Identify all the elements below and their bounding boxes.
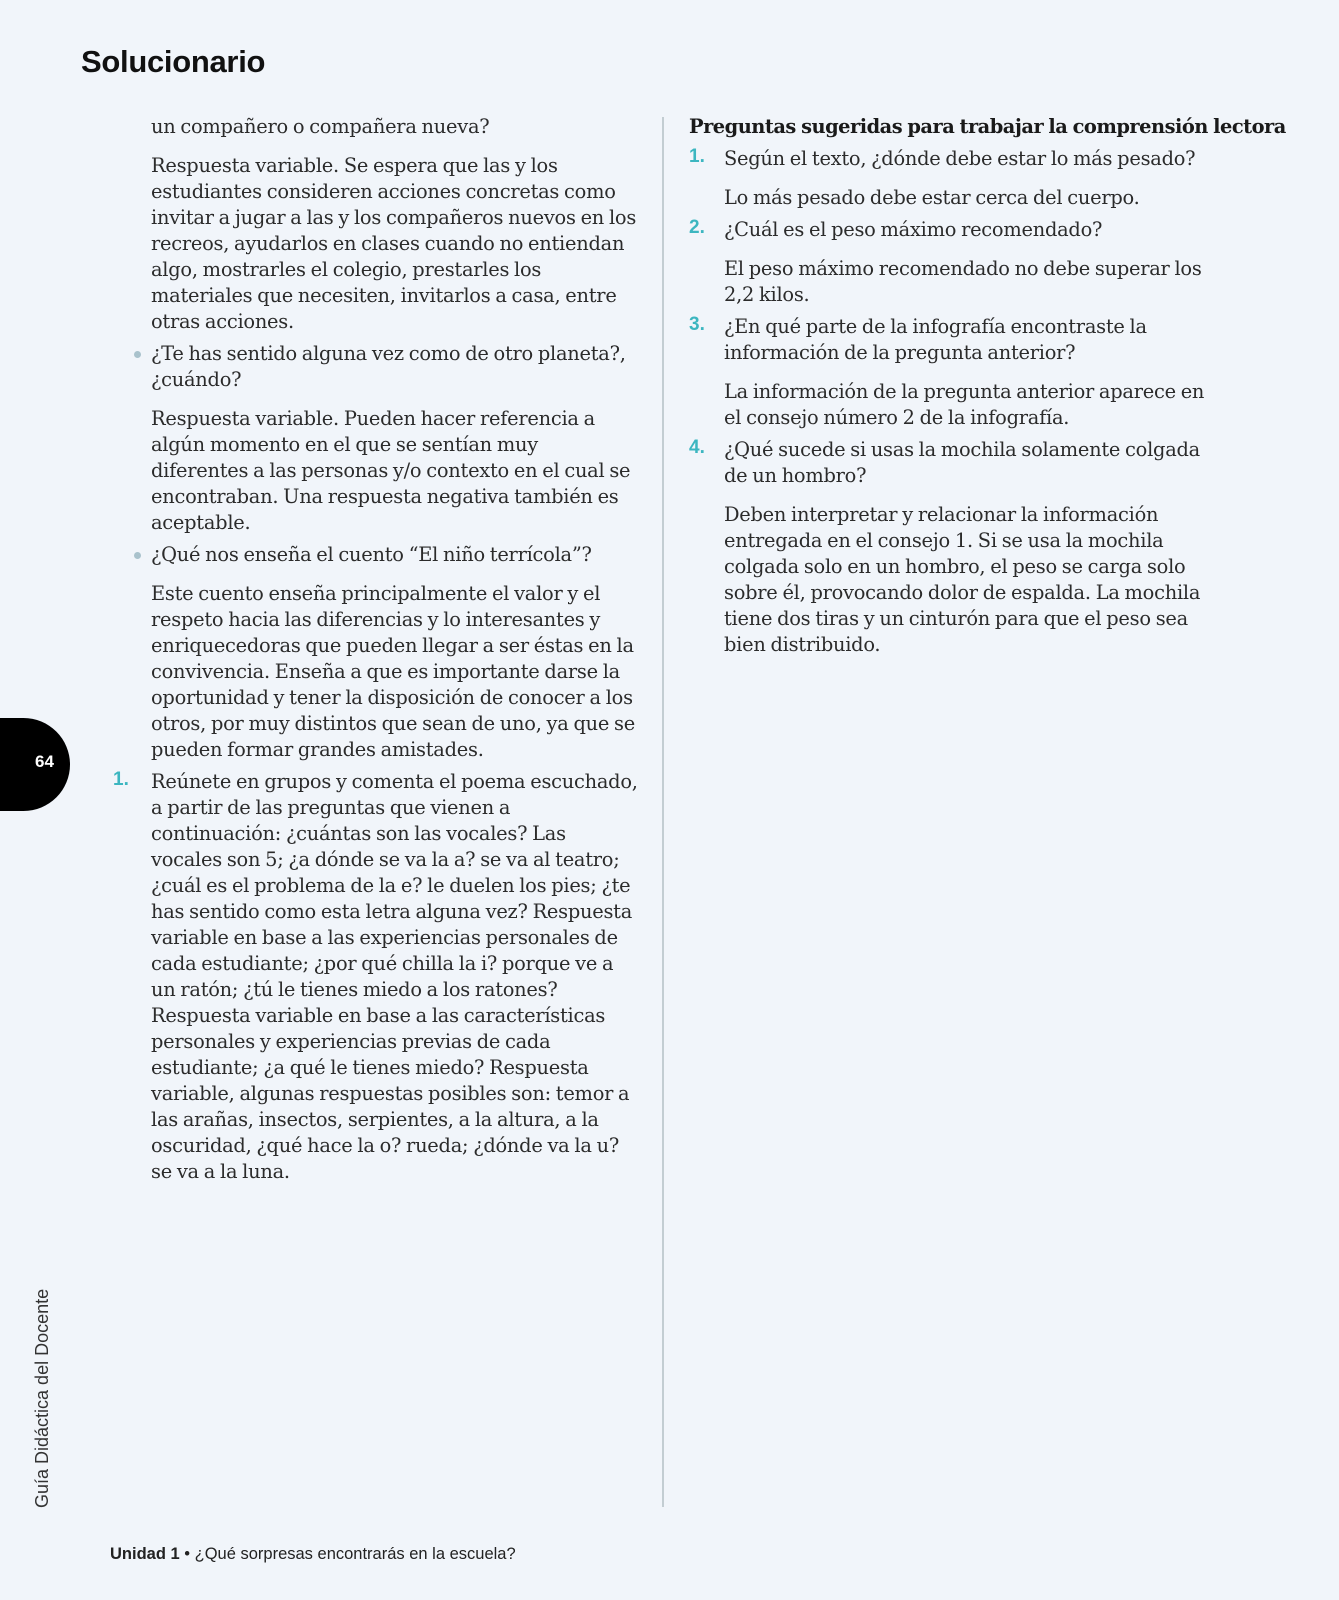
item-number: 2. [689,217,705,238]
item-number: 1. [689,146,705,167]
numbered-item [113,769,640,1185]
item-number: 3. [689,314,705,335]
column-divider [662,117,664,1507]
answer-text: La información de la pregunta anterior aparece en el consejo número 2 de la infografía. [724,380,1205,429]
bullet-question: ¿Te has sentido alguna vez como de otro planeta?, ¿cuándo? [151,342,626,391]
question-item [689,146,1214,172]
item-number: 4. [689,437,705,458]
right-column [689,114,1286,658]
paragraph: un compañero o compañera nueva? [151,115,490,138]
question-item [689,314,1214,366]
footer-unit: Unidad 1 [110,1545,180,1563]
left-column [113,114,640,1185]
question-text: ¿En qué parte de la infografía encontraste la información de la pregunta anterior? [724,315,1147,364]
section-heading: Preguntas sugeridas para trabajar la comprensión lectora [689,115,1286,138]
page-number: 64 [35,752,54,771]
answer-paragraph: Respuesta variable. Se espera que las y los estudiantes consideren acciones concretas como invitar a jugar a las y los compañeros nuevos en los recreos, ayudarlos en clases cuando no entiendan algo, mostrarles el colegio, prestarles los materiales que necesiten, invitarlos a casa, entre otras acciones. [151,154,637,333]
answer-paragraph: Respuesta variable. Pueden hacer referencia a algún momento en el que se sentían muy diferentes a las personas y/o contexto en el cual se encontraban. Una respuesta negativa también es aceptable. [151,407,631,534]
bullet-dot-icon [134,552,141,559]
answer-text: Lo más pesado debe estar cerca del cuerpo. [724,186,1140,209]
bullet-question: ¿Qué nos enseña el cuento “El niño terrícola”? [151,543,592,566]
bullet-item [113,341,640,393]
page-title: Solucionario [81,44,266,79]
answer-text: El peso máximo recomendado no debe superar los 2,2 kilos. [724,257,1202,306]
question-item [689,217,1214,243]
question-text: Según el texto, ¿dónde debe estar lo más pesado? [724,147,1196,170]
answer-paragraph: Este cuento enseña principalmente el valor y el respeto hacia las diferencias y lo interesantes y enriquecedoras que pueden llegar a ser éstas en la convivencia. Enseña a que es importante darse la oportunidad y tener la disposición de conocer a los otros, por muy distintos que sean de uno, ya que se pueden formar grandes amistades. [151,582,635,761]
footer-subtitle: ¿Qué sorpresas encontrarás en la escuela? [194,1545,516,1563]
question-text: ¿Cuál es el peso máximo recomendado? [724,218,1103,241]
footer-separator: • [179,1545,195,1563]
question-item [689,437,1214,489]
bullet-dot-icon [134,351,141,358]
bullet-item [113,542,640,568]
side-label: Guía Didáctica del Docente [32,1288,52,1508]
question-text: ¿Qué sucede si usas la mochila solamente colgada de un hombro? [724,438,1200,487]
answer-text: Deben interpretar y relacionar la información entregada en el consejo 1. Si se usa la mochila colgada solo en un hombro, el peso se carga solo sobre él, provocando dolor de espalda. La mochila tiene dos tiras y un cinturón para que el peso sea bien distribuido. [724,503,1201,656]
numbered-question: Reúnete en grupos y comenta el poema escuchado, a partir de las preguntas que vienen a continuación: ¿cuántas son las vocales? Las vocales son 5; ¿a dónde se va la a? se va al teatro; ¿cuál es el problema de la e? le duelen los pies; ¿te has sentido como esta letra alguna vez? Respuesta variable en base a las experiencias personales de cada estudiante; ¿por qué chilla la i? porque ve a un ratón; ¿tú le tienes miedo a los ratones? Respuesta variable en base a las características personales y experiencias previas de cada estudiante; ¿a qué le tienes miedo? Respuesta variable, algunas respuestas posibles son: temor a las arañas, insectos, serpientes, a la altura, a la oscuridad, ¿qué hace la o? rueda; ¿dónde va la u? se va a la luna. [151,770,638,1183]
item-number: 1. [113,769,129,790]
footer [110,1545,516,1564]
